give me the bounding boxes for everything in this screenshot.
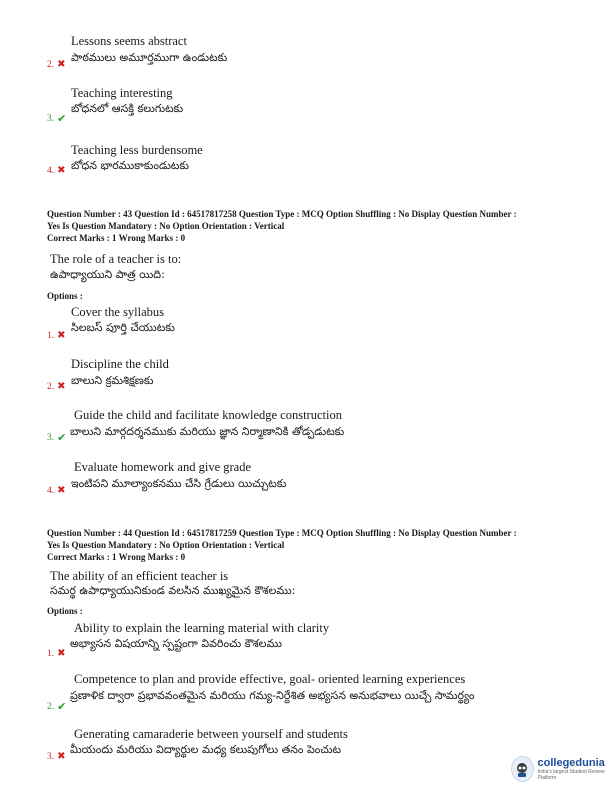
option-number	[47, 165, 66, 176]
option-text-en: Ability to explain the learning material with clarity	[74, 621, 330, 635]
option-text-te: ఇంటిపని మూల్యాంకనము చేసి గ్రేడులు యిచ్చుటకు	[71, 477, 287, 490]
option-text-en: Lessons seems abstract	[71, 34, 187, 48]
question-stem-te: ఉపాధ్యాయుని పాత్ర యిది:	[50, 268, 165, 281]
wrong-mark-icon: ✖	[57, 330, 66, 341]
options-label: Options :	[47, 291, 83, 301]
option-text-te: బోధనలో ఆసక్తి కలుగుటకు	[71, 102, 184, 115]
check-mark-icon: ✔	[57, 700, 67, 713]
option-number-label: 4.	[47, 485, 55, 496]
wrong-mark-icon: ✖	[57, 751, 66, 762]
question-meta-line-1: Question Number : 44 Question Id : 64517817259 Question Type : MCQ Option Shuffling : No Display Question Number :	[47, 528, 517, 538]
option-text-te: మీయందు మరియు విద్యార్థుల మధ్య కలుపుగోలు తనం పెంచుట	[70, 743, 342, 756]
option-text-te: పాఠములు అమూర్తముగా ఉండుటకు	[71, 51, 228, 64]
question-stem-en: The ability of an efficient teacher is	[50, 569, 229, 583]
question-meta-line-2: Yes Is Question Mandatory : No Option Orientation : Vertical	[47, 221, 285, 231]
option-text-en: Teaching interesting	[71, 86, 173, 100]
question-meta-line-2: Yes Is Question Mandatory : No Option Orientation : Vertical	[47, 540, 285, 550]
collegedunia-logo	[511, 756, 612, 782]
mascot-icon	[511, 756, 534, 782]
option-text-en: Generating camaraderie between yourself and students	[74, 727, 348, 741]
wrong-mark-icon: ✖	[57, 485, 66, 496]
option-number	[47, 59, 66, 70]
option-number-label: 2.	[47, 59, 55, 70]
option-number-label: 3.	[47, 751, 55, 762]
logo-text-block	[538, 757, 612, 781]
option-number	[47, 381, 66, 392]
option-number	[47, 648, 66, 659]
question-stem-en: The role of a teacher is to:	[50, 252, 182, 266]
option-text-te: ప్రణాళిక ద్వారా ప్రభావవంతమైన మరియు గమ్య-నిర్దేశిత అభ్యసన అనుభవాలు యిచ్చే సామర్థ్యం	[70, 689, 475, 702]
option-number	[47, 485, 66, 496]
option-text-te: సిలబస్ పూర్తి చేయుటకు	[71, 321, 175, 334]
logo-tagline: India's largest Student Review Platform	[537, 769, 605, 781]
wrong-mark-icon: ✖	[57, 381, 66, 392]
check-mark-icon: ✔	[57, 112, 67, 125]
option-text-te: అభ్యాసన విషయాన్ని స్పష్టంగా వివరించు కౌశలము	[70, 637, 282, 650]
question-meta-line-1: Question Number : 43 Question Id : 64517817258 Question Type : MCQ Option Shuffling : No Display Question Number :	[47, 209, 517, 219]
question-marks: Correct Marks : 1 Wrong Marks : 0	[47, 552, 186, 562]
option-number-label: 2.	[47, 381, 55, 392]
option-text-te: బాలుని మార్గదర్శనముకు మరియు జ్ఞాన నిర్మాణానికి తోడ్పడుటకు	[70, 425, 345, 438]
option-text-en: Competence to plan and provide effective, goal- oriented learning experiences	[74, 672, 466, 686]
wrong-mark-icon: ✖	[57, 165, 66, 176]
option-number-label: 3.	[47, 113, 55, 124]
option-text-en: Evaluate homework and give grade	[74, 460, 252, 474]
option-text-te: బోధన భారముకాకుండుటకు	[71, 159, 189, 172]
option-number-label: 2.	[47, 701, 55, 712]
wrong-mark-icon: ✖	[57, 648, 66, 659]
option-number	[47, 700, 66, 713]
option-number-label: 1.	[47, 330, 55, 341]
option-text-en: Guide the child and facilitate knowledge construction	[74, 408, 342, 422]
option-number-label: 4.	[47, 165, 55, 176]
option-text-en: Teaching less burdensome	[71, 143, 203, 157]
option-text-en: Cover the syllabus	[71, 305, 165, 319]
option-number-label: 1.	[47, 648, 55, 659]
check-mark-icon: ✔	[57, 431, 67, 444]
option-number	[47, 330, 66, 341]
question-marks: Correct Marks : 1 Wrong Marks : 0	[47, 233, 186, 243]
option-text-en: Discipline the child	[71, 357, 169, 371]
logo-name: collegedunia	[537, 757, 605, 769]
option-number-label: 3.	[47, 432, 55, 443]
option-number	[47, 431, 66, 444]
question-stem-te: సమర్థ ఉపాధ్యాయునికుండ వలసిన ముఖ్యమైన కౌశలము:	[50, 584, 296, 597]
option-number	[47, 751, 66, 762]
option-number	[47, 112, 66, 125]
wrong-mark-icon: ✖	[57, 59, 66, 70]
option-text-te: బాలుని క్రమశిక్షణకు	[71, 374, 154, 387]
options-label: Options :	[47, 606, 83, 616]
